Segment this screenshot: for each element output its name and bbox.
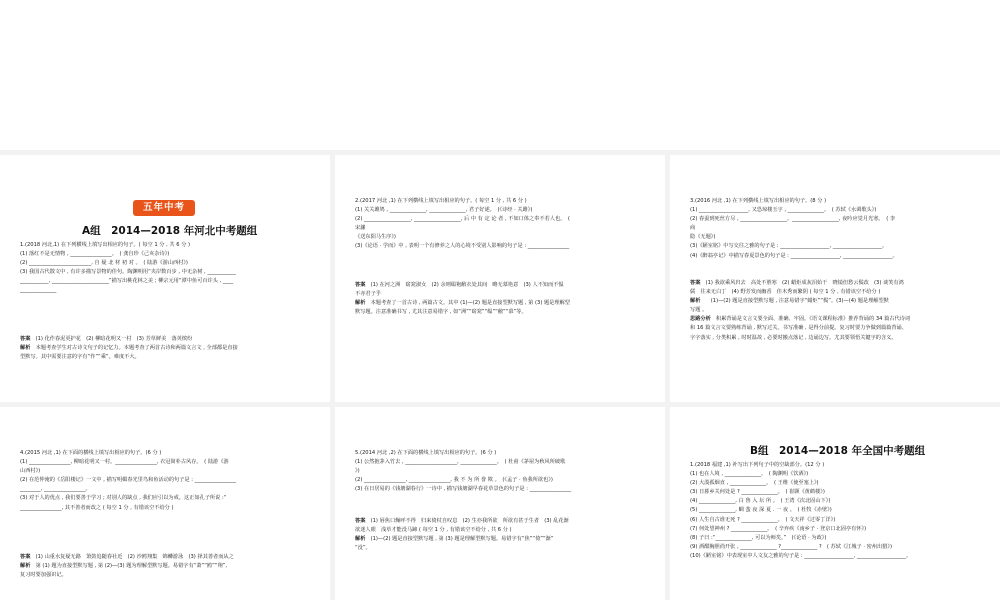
text-line: 5.(2014 河北 ,2) 在下面的横线上填写出相应的句子。(6 分 ) <box>355 450 497 456</box>
text-line: ________________, 其不善者而改之 ( 每空 1 分 , 有错该空不给分 ) <box>20 504 174 511</box>
text-line: 3.(2016 河北 ,1) 在下列横线上填写出相应的句子。(8 分 ) <box>690 198 827 204</box>
question-b1 <box>690 461 911 561</box>
explanation-line: 解析 第 (1) 题为直接型默写题 , 第 (2)—(3) 题为理解型默写题。易错字有“萧”“鸥”“翔”, <box>20 563 228 570</box>
label-prefix: 解析 <box>20 345 31 352</box>
text-line: (2) 在范仲淹的《岳阳楼记》一文中 , 描写明媚春光里鸟和鱼活动的句子是 : ________________ <box>20 477 237 484</box>
text-line: (3) 在日居易的《钱塘湖春行》一诗中 , 描写钱塘湖早春花草景色的句子是 : ________________ <box>355 486 572 493</box>
answer-4 <box>20 553 234 580</box>
analysis-line: 思路分析 积累背诵是文言文要全面、准确、牢固。《语文课程标准》推荐背诵的 34 篇古代诗词 <box>690 316 911 323</box>
page-1 <box>0 155 330 402</box>
label-prefix: 解析 <box>690 298 701 305</box>
text-line: ______________ <box>20 287 57 294</box>
text-line: (4)《醉翁亭记》中描写春夏景色的句子是 : ___________________, ___________________。 <box>690 252 898 259</box>
text-line: (7) 何处望神州 ? ______________。 ( 辛弃疾《南乡子 · 登京口北固亭有怀》) <box>690 525 867 532</box>
text-line: (6) 人生自古谁无死 ? ______________。 ( 文天祥《过零丁洋》) <box>690 516 836 523</box>
text-line: (2) ________________, ________________, 我 不 为 所 誊 欺 。 (《孟子 · 鱼我所欲也》) <box>355 477 553 484</box>
text-line: (2) 大漠孤烟直 , ______________。 ( 王维《使至塞上》) <box>690 480 819 487</box>
explanation-line: 解析 (1)—(2) 题是直接型默写题 , 注意易错字“蜡炬”“鬓”。(3)—(4) 题是理解型默 <box>690 298 889 305</box>
text-line: (10)《陋室铭》中表现室中人文友之雅的句子是 : ___________________, ___________________。 <box>690 552 912 559</box>
question-2 <box>355 197 570 252</box>
label-prefix: 思路分析 <box>690 316 711 323</box>
group-a-title: A组 2014—2018 年河北中考题组 <box>82 225 258 237</box>
answer-line: 欲迷人眼 浅草才能没马蹄 ( 每空 1 分 , 有错该空不给分 , 共 6 分 ) <box>355 527 512 534</box>
label-prefix: 答案 <box>20 554 31 560</box>
text-line: (1) 公然抱茅入竹去 , ____________________, ______________。 ( 杜甫《茅屋为秋风所破歌 <box>355 459 566 466</box>
explanation-line: 写题 。 <box>690 307 708 314</box>
text-line: 》) <box>355 468 360 475</box>
text-line: (9) 酒酣胸胆尚开张 , ______________ ?______________ ? ( 苏轼《江城子 · 密州出猎》) <box>690 543 892 550</box>
group-b-title: B组 2014—2018 年全国中考题组 <box>750 445 926 457</box>
label-prefix: 答案 <box>355 518 366 524</box>
page-3 <box>670 155 1000 402</box>
analysis-line: 和 16 篇文言文要熟练背诵 , 默写过关。书写准确 , 是得分前提。复习时要力争做到篇篇背诵、 <box>690 325 907 332</box>
text-line: (1) ________________, 柳暗花明又一村。________________, 衣冠简朴古风存。 ( 陆游《游 <box>20 459 229 466</box>
explanation-line: 复习时要加强识记。 <box>20 572 67 579</box>
text-line: (3) 对于人的优点 , 我们要善于学习 ; 对别人的缺点 , 我们应引以为戒。这正如孔子所说 :“ <box>20 495 227 502</box>
answer-1 <box>20 335 238 362</box>
text-line: 1.(2018 河北,1) 在下列横线上填写出相应的句子。( 每空 1 分 , 共 6 分 ) <box>20 242 191 248</box>
answer-3 <box>690 279 910 343</box>
answer-2 <box>355 281 570 317</box>
page-6 <box>670 407 1000 600</box>
text-line: 1.(2018 福建 ,1) 补写出下列句子中的空缺部分。(12 分 ) <box>690 462 825 468</box>
section-badge: 五年中考 <box>133 200 195 216</box>
text-line: (2) ________________________, 自 疑 北 材 初 对 。 ( 陆游《游山西村》) <box>20 260 188 267</box>
text-line: 宋濂 <box>355 225 366 232</box>
top-blank-area <box>0 0 1000 150</box>
label-prefix: 解析 <box>20 563 31 570</box>
text-line: ________, ________________。 <box>20 486 91 493</box>
label-prefix: 答案 <box>690 280 701 286</box>
text-line: (1) ___________________, 又恐琼楼玉宇 , ______________。 ( 苏轼《水调歌头》) <box>690 207 877 214</box>
page-5 <box>335 407 665 600</box>
text-line: (3) 日暮乡关何处是 ? ______________。 ( 崔颢《黄鹤楼》) <box>690 489 825 496</box>
analysis-line: 字字落实 , 分类积累 , 时时温故 , 必要时搬点落记 , 边诵边写。尤其要领悟关键字的含义。 <box>690 334 897 341</box>
explanation-line: 默写题。注意准确书写 , 尤其注意易错字 , 如“洲”“窈窕”“缊”“敝”“慕”等。 <box>355 309 527 316</box>
question-1 <box>20 241 236 296</box>
answer-line: 答案 (1) 化作春泥更护花 (2) 柳暗花明又一村 (3) 芳草鲜美 落英缤纷 <box>20 336 193 342</box>
text-line: 山西村》) <box>20 468 41 475</box>
answer-5 <box>355 517 569 553</box>
text-line: (5) ______________, 蜩 蜚 夜 深 夏 . 一 夜 。 ( 杜牧《赤壁》) <box>690 507 832 514</box>
question-4 <box>20 449 236 513</box>
text-line: (1) 落红不是无情物 , ________________。 ( 龚自珍《己亥杂诗》) <box>20 251 170 258</box>
text-line: 4.(2015 河北 ,1) 在下面的横线上填写出相应的句子。(6 分 ) <box>20 450 162 456</box>
explanation-line: “没”。 <box>355 545 371 552</box>
question-5 <box>355 449 571 494</box>
text-line: (3)《论语 · 学而》中 , 表明一个有修养之人的心境不受别人影响的句子是 : ________________ <box>355 243 570 250</box>
text-line: (4) ______________, 白 鲁 入 坛 所 。 ( 王湾《次北固山下》) <box>690 498 831 505</box>
text-line: 隐《无题》) <box>690 234 716 241</box>
answer-line: 儒 往来无白丁 (4) 野芳发而幽香 佳木秀而繁阴 ( 每空 1 分 , 有错该空不给分 ) <box>690 289 881 296</box>
label-prefix: 解析 <box>355 300 366 307</box>
text-line: (3)《陋室铭》中写交往之雅的句子是 : ___________________, ___________________。 <box>690 243 888 250</box>
explanation-line: 解析 (1)—(2) 题是直接型默写题 , 第 (3) 题是理解型默写题。易错字有“焦”“倚”“渐” <box>355 536 554 543</box>
text-line: 2.(2017 河北 ,1) 在下列横线上填写出相应的句子。( 每空 1 分 , 共 6 分 ) <box>355 198 527 204</box>
label-prefix: 答案 <box>20 336 31 342</box>
answer-line: 答案 (1) 在河之洲 窈窕淑女 (2) 余则缊袍敝衣处其间 略无慕艳意 (3) 人不知而不愠 <box>355 282 564 288</box>
page-2 <box>335 155 665 402</box>
answer-line: 答案 (1) 我欲乘风归去 高处不胜寒 (2) 蜡炬成灰泪始干 晓镜但愁云鬓改 (3) 谈笑有鸿 <box>690 280 904 286</box>
label-prefix: 解析 <box>355 536 366 543</box>
text-line: ___________, ______________________”描写出桃花林之美 ; 柳宗元用“潭中鱼可百许头 , ____ <box>20 278 234 285</box>
text-line: (2) __________________, __________________, 后 中 有 定 论 者 , 不如口体之奉不若人也。 ( <box>355 216 570 223</box>
explanation-line: 解析 本题考查了一首古诗 , 两篇古文。其中 (1)—(2) 题是直接型默写题 , 第 (3) 题是理解型 <box>355 300 570 307</box>
text-line: (8) 子曰 :“______________, 可以为师矣。” (《论语 · 为政》) <box>690 534 827 541</box>
explanation-line: 解析 本题考查学生对古诗文句子的记忆力。本题考查了两首古诗和两篇文言文 , 全部都是直接 <box>20 345 238 352</box>
text-line: (2) 春蚕到死丝方尽 , __________________。__________________, 夜吟应觉月光寒。 ( 李 <box>690 216 896 223</box>
text-line: (1) 关关雎鸠 , ______________, ______________, 君子好逑。 (《诗经 · 关雎》) <box>355 207 533 214</box>
text-line: (1) 也在人境 , ______________。 ( 陶渊明《饮酒》) <box>690 471 809 478</box>
question-3 <box>690 197 898 261</box>
text-line: 商 <box>690 225 696 232</box>
text-line: (3) 我国古代散文中 , 有许多描写景物的佳句。陶渊明用“夹岸数百步 , 中无杂树 , ___________ <box>20 269 236 276</box>
answer-line: 答案 (1) 山重水复疑无路 箫鼓追随春社近 (2) 沙鸥翔集 锦鳞游泳 (3) 择其善者而从之 <box>20 554 234 560</box>
answer-line: 不亦君子乎 <box>355 291 381 298</box>
answer-line: 答案 (1) 唇焦口燥呼不得 归来倚杖自叹息 (2) 生亦我所欲 所欲有甚于生者 (3) 乱花渐 <box>355 518 569 524</box>
label-prefix: 答案 <box>355 282 366 288</box>
explanation-line: 型默写。其中需要注意的字有“作”“乘”。难度不大。 <box>20 354 140 361</box>
page-4 <box>0 407 330 600</box>
text-line: 《送东阳马生序》) <box>355 234 396 241</box>
